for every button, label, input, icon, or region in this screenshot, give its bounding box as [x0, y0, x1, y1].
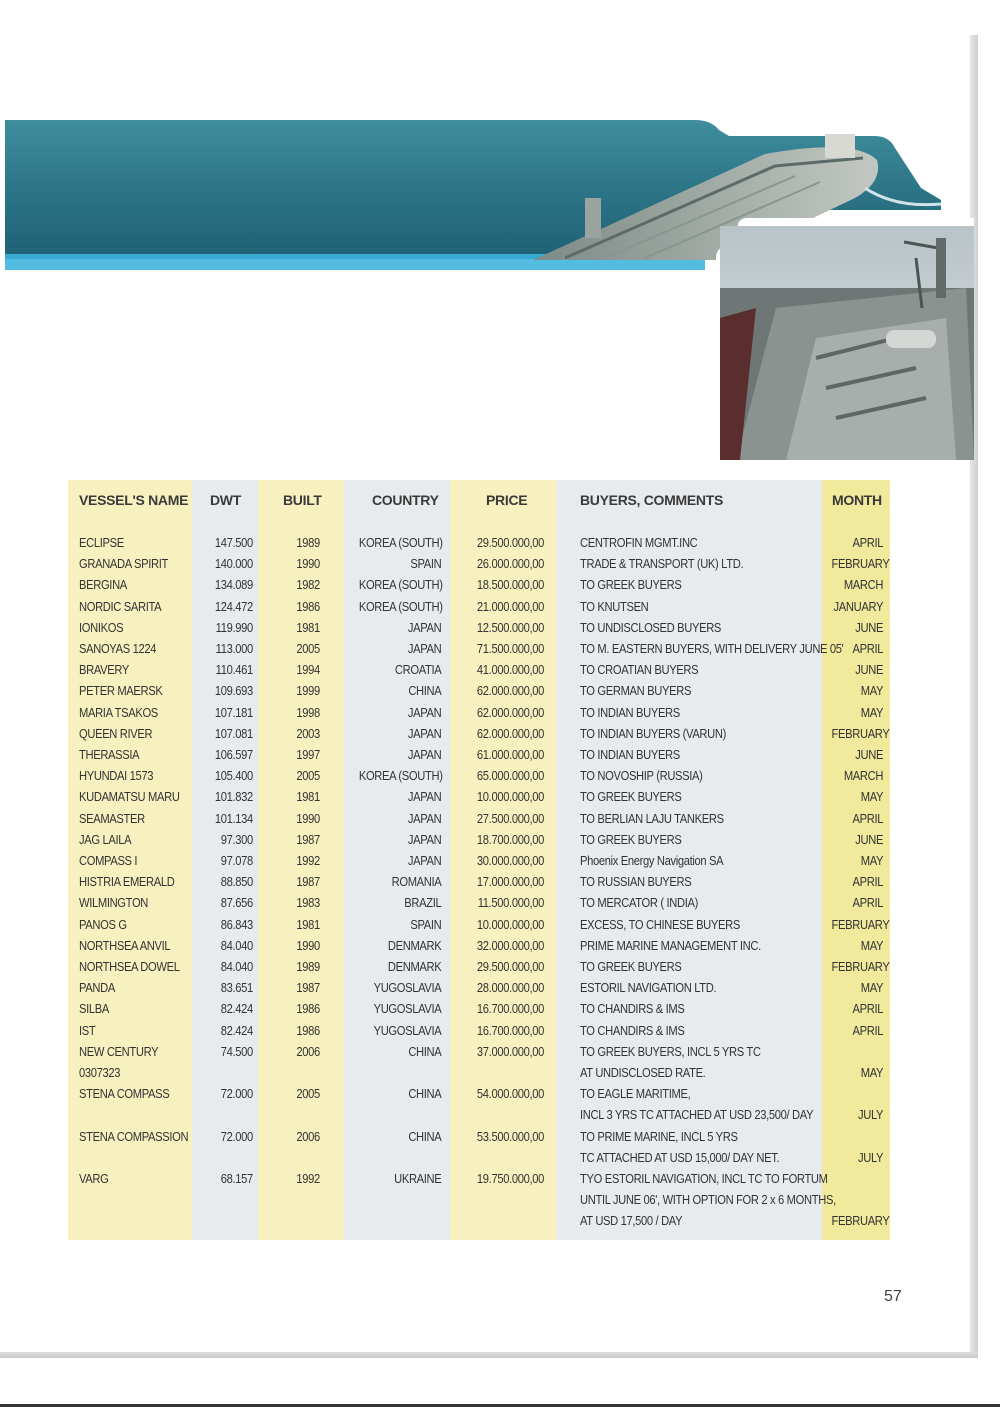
price-cell: 19.750.000,00 [476, 1171, 544, 1186]
comments-cell: TO CHANDIRS & IMS [580, 1022, 685, 1038]
price-cell: 11.500.000,00 [477, 895, 544, 911]
built-cell: 1990 [296, 937, 320, 953]
price-cell: 12.500.000,00 [476, 619, 544, 635]
comments-cell: TO GREEK BUYERS, INCL 5 YRS TC [580, 1043, 761, 1059]
vessel-name-cell: THERASSIA [79, 747, 140, 762]
comments-cell: Phoenix Energy Navigation SA [580, 853, 724, 868]
table-row [68, 808, 890, 829]
vessel-name-cell: NEW CENTURY [79, 1043, 159, 1059]
table-row [68, 1189, 890, 1210]
dwt-cell: 119.990 [215, 619, 253, 635]
vessel-name-cell: MARIA TSAKOS [79, 704, 158, 720]
vessel-name-cell: IONIKOS [79, 619, 124, 635]
built-cell: 1986 [296, 1022, 320, 1038]
country-cell: JAPAN [407, 831, 442, 847]
price-cell: 17.000.000,00 [476, 874, 544, 890]
table-row [68, 1147, 890, 1168]
country-cell: ROMANIA [391, 874, 442, 890]
month-cell: MAY [860, 937, 884, 953]
month-cell: MAY [860, 980, 884, 996]
month-cell: MARCH [843, 768, 884, 784]
built-cell: 1987 [296, 874, 320, 890]
header-month: MONTH [832, 492, 882, 508]
header-country: COUNTRY [372, 492, 439, 508]
price-cell: 71.500.000,00 [476, 641, 544, 656]
built-cell: 1989 [296, 959, 320, 974]
built-cell: 1986 [296, 598, 320, 614]
country-cell: JAPAN [407, 704, 442, 720]
country-cell: CROATIA [394, 662, 442, 678]
table-row [68, 871, 890, 892]
month-cell: FEBRUARY [831, 1213, 890, 1229]
vessel-name-cell: SILBA [79, 1001, 109, 1017]
country-cell: CHINA [408, 1086, 442, 1102]
comments-cell: AT USD 17,500 / DAY [580, 1213, 683, 1229]
built-cell: 2006 [296, 1043, 320, 1059]
vessel-name-cell: BERGINA [79, 577, 127, 593]
comments-cell: TO M. EASTERN BUYERS, WITH DELIVERY JUNE 05' [580, 641, 844, 656]
table-row [68, 829, 890, 850]
price-cell: 37.000.000,00 [476, 1043, 544, 1059]
table-row [68, 1041, 890, 1062]
comments-cell: TC ATTACHED AT USD 15,000/ DAY NET. [580, 1149, 780, 1165]
country-cell: KOREA (SOUTH) [358, 768, 443, 784]
vessel-name-cell: BRAVERY [79, 662, 130, 678]
built-cell: 1990 [296, 556, 320, 572]
table-row [68, 956, 890, 977]
dwt-cell: 72.000 [220, 1086, 253, 1102]
comments-cell: TO INDIAN BUYERS [580, 747, 680, 762]
price-cell: 41.000.000,00 [476, 662, 544, 678]
price-cell: 27.500.000,00 [476, 810, 544, 826]
table-row [68, 914, 890, 935]
built-cell: 1982 [296, 577, 320, 593]
dwt-cell: 107.081 [214, 725, 253, 741]
table-row [68, 935, 890, 956]
vessel-name-cell: KUDAMATSU MARU [79, 789, 180, 805]
comments-cell: TRADE & TRANSPORT (UK) LTD. [580, 556, 744, 572]
country-cell: CHINA [408, 1128, 442, 1144]
table-row [68, 1104, 890, 1125]
table-row [68, 638, 890, 659]
price-cell: 21.000.000,00 [476, 598, 544, 614]
dwt-cell: 74.500 [220, 1043, 253, 1059]
dwt-cell: 88.850 [220, 874, 253, 890]
table-row [68, 659, 890, 680]
table-row [68, 680, 890, 701]
month-cell: APRIL [852, 895, 884, 911]
header-vessel-name: VESSEL'S NAME [79, 492, 189, 508]
comments-cell: PRIME MARINE MANAGEMENT INC. [580, 937, 761, 953]
vessel-name-cell: STENA COMPASS [79, 1086, 170, 1102]
month-cell: JULY [857, 1107, 884, 1123]
built-cell: 2006 [296, 1128, 320, 1144]
comments-cell: TO CROATIAN BUYERS [580, 662, 699, 678]
comments-cell: INCL 3 YRS TC ATTACHED AT USD 23,500/ DAY [580, 1107, 814, 1123]
dwt-cell: 109.693 [214, 683, 253, 699]
built-cell: 1981 [296, 619, 320, 635]
vessel-name-cell: IST [79, 1022, 96, 1038]
price-cell: 18.700.000,00 [476, 831, 544, 847]
country-cell: JAPAN [407, 789, 442, 805]
month-cell: MAY [860, 704, 884, 720]
price-cell: 32.000.000,00 [476, 937, 544, 953]
table-row [68, 765, 890, 786]
dwt-cell: 134.089 [214, 577, 253, 593]
comments-cell: TYO ESTORIL NAVIGATION, INCL TC TO FORTUM [580, 1171, 828, 1186]
comments-cell: TO NOVOSHIP (RUSSIA) [580, 768, 703, 784]
built-cell: 1981 [296, 916, 320, 932]
country-cell: JAPAN [407, 641, 442, 656]
table-row [68, 977, 890, 998]
comments-cell: TO CHANDIRS & IMS [580, 1001, 685, 1017]
comments-cell: TO MERCATOR ( INDIA) [580, 895, 698, 911]
table-row [68, 1020, 890, 1041]
dwt-cell: 68.157 [220, 1171, 253, 1186]
month-cell: JUNE [855, 831, 884, 847]
built-cell: 1992 [296, 853, 320, 868]
dwt-cell: 105.400 [214, 768, 253, 784]
shipyard-photo [716, 218, 974, 460]
vessel-name-cell: NORTHSEA ANVIL [79, 937, 171, 953]
table-row [68, 723, 890, 744]
dwt-cell: 97.078 [220, 853, 253, 868]
bottom-rule [0, 1404, 1000, 1407]
comments-cell: CENTROFIN MGMT.INC [580, 535, 698, 550]
month-cell: FEBRUARY [831, 725, 890, 741]
built-cell: 1987 [296, 831, 320, 847]
dwt-cell: 72.000 [220, 1128, 253, 1144]
country-cell: JAPAN [407, 853, 442, 868]
price-cell: 61.000.000,00 [476, 747, 544, 762]
dwt-cell: 147.500 [214, 535, 253, 550]
built-cell: 1999 [296, 683, 320, 699]
table-row [68, 553, 890, 574]
country-cell: SPAIN [410, 556, 442, 572]
vessel-name-cell: SANOYAS 1224 [79, 641, 157, 656]
vessel-name-cell: WILMINGTON [79, 895, 149, 911]
dwt-cell: 83.651 [220, 980, 253, 996]
built-cell: 1998 [296, 704, 320, 720]
vessel-name-cell: VARG [79, 1171, 109, 1186]
table-row [68, 786, 890, 807]
table-row [68, 1083, 890, 1104]
dwt-cell: 97.300 [220, 831, 253, 847]
comments-cell: TO INDIAN BUYERS (VARUN) [580, 725, 727, 741]
month-cell: MARCH [843, 577, 884, 593]
table-row [68, 998, 890, 1019]
month-cell: APRIL [852, 1001, 884, 1017]
country-cell: JAPAN [407, 810, 442, 826]
price-cell: 26.000.000,00 [476, 556, 544, 572]
price-cell: 30.000.000,00 [476, 853, 544, 868]
dwt-cell: 86.843 [220, 916, 253, 932]
vessel-name-cell: HYUNDAI 1573 [79, 768, 154, 784]
comments-cell: TO GREEK BUYERS [580, 577, 682, 593]
comments-cell: TO PRIME MARINE, INCL 5 YRS [580, 1128, 738, 1144]
header-comments: BUYERS, COMMENTS [580, 492, 723, 508]
built-cell: 1983 [296, 895, 320, 911]
comments-cell: TO GREEK BUYERS [580, 959, 682, 974]
comments-cell: TO INDIAN BUYERS [580, 704, 680, 720]
country-cell: KOREA (SOUTH) [358, 535, 443, 550]
comments-cell: EXCESS, TO CHINESE BUYERS [580, 916, 740, 932]
country-cell: YUGOSLAVIA [373, 1001, 442, 1017]
table-row [68, 1126, 890, 1147]
dwt-cell: 107.181 [214, 704, 253, 720]
price-cell: 62.000.000,00 [476, 683, 544, 699]
dwt-cell: 110.461 [215, 662, 253, 678]
price-cell: 54.000.000,00 [476, 1086, 544, 1102]
table-row [68, 596, 890, 617]
price-cell: 65.000.000,00 [476, 768, 544, 784]
comments-cell: TO EAGLE MARITIME, [580, 1086, 691, 1102]
month-cell: MAY [860, 853, 884, 868]
price-cell: 16.700.000,00 [476, 1022, 544, 1038]
built-cell: 1997 [296, 747, 320, 762]
country-cell: DENMARK [387, 937, 442, 953]
dwt-cell: 140.000 [214, 556, 253, 572]
price-cell: 10.000.000,00 [476, 789, 544, 805]
dwt-cell: 82.424 [220, 1022, 253, 1038]
built-cell: 2005 [296, 768, 320, 784]
table-row [68, 850, 890, 871]
month-cell: MAY [860, 1065, 884, 1080]
page-number: 57 [884, 1288, 902, 1305]
comments-cell: TO UNDISCLOSED BUYERS [580, 619, 722, 635]
built-cell: 1994 [296, 662, 320, 678]
header-built: BUILT [283, 492, 322, 508]
country-cell: YUGOSLAVIA [373, 980, 442, 996]
vessel-name-cell: JAG LAILA [79, 831, 132, 847]
month-cell: APRIL [852, 535, 884, 550]
month-cell: JUNE [855, 619, 884, 635]
country-cell: DENMARK [387, 959, 442, 974]
built-cell: 1990 [296, 810, 320, 826]
country-cell: YUGOSLAVIA [373, 1022, 442, 1038]
table-row [68, 744, 890, 765]
vessel-name-cell: ECLIPSE [79, 535, 124, 550]
country-cell: JAPAN [407, 747, 442, 762]
dwt-cell: 87.656 [220, 895, 253, 911]
built-cell: 1987 [296, 980, 320, 996]
country-cell: SPAIN [410, 916, 442, 932]
table-row [68, 574, 890, 595]
month-cell: FEBRUARY [831, 556, 890, 572]
month-cell: MAY [860, 789, 884, 805]
table-row [68, 1062, 890, 1083]
month-cell: JULY [857, 1149, 884, 1165]
comments-cell: TO BERLIAN LAJU TANKERS [580, 810, 724, 826]
dwt-cell: 106.597 [214, 747, 253, 762]
month-cell: FEBRUARY [831, 959, 890, 974]
built-cell: 2003 [296, 725, 320, 741]
price-cell: 28.000.000,00 [476, 980, 544, 996]
vessel-name-cell: COMPASS I [79, 853, 138, 868]
country-cell: KOREA (SOUTH) [358, 577, 443, 593]
price-cell: 62.000.000,00 [476, 725, 544, 741]
month-cell: JANUARY [833, 598, 884, 614]
header-price: PRICE [486, 492, 528, 508]
month-cell: APRIL [852, 810, 884, 826]
price-cell: 10.000.000,00 [476, 916, 544, 932]
vessel-name-cell: PANOS G [79, 916, 127, 932]
built-cell: 1989 [296, 535, 320, 550]
vessel-name-cell: QUEEN RIVER [79, 725, 153, 741]
comments-cell: TO KNUTSEN [580, 598, 649, 614]
price-cell: 16.700.000,00 [476, 1001, 544, 1017]
comments-cell: TO GREEK BUYERS [580, 831, 682, 847]
month-cell: JUNE [855, 662, 884, 678]
page-bottom-shadow [0, 1352, 978, 1358]
country-cell: BRAZIL [404, 895, 442, 911]
vessel-name-cell: HISTRIA EMERALD [79, 874, 175, 890]
month-cell: APRIL [852, 874, 884, 890]
vessel-name-cell: SEAMASTER [79, 810, 145, 826]
comments-cell: UNTIL JUNE 06', WITH OPTION FOR 2 x 6 MONTHS, [580, 1192, 836, 1208]
table-row [68, 702, 890, 723]
month-cell: APRIL [852, 1022, 884, 1038]
built-cell: 1992 [296, 1171, 320, 1186]
country-cell: JAPAN [407, 619, 442, 635]
month-cell: JUNE [855, 747, 884, 762]
country-cell: CHINA [408, 683, 442, 699]
built-cell: 2005 [296, 1086, 320, 1102]
dwt-cell: 124.472 [214, 598, 253, 614]
price-cell: 53.500.000,00 [476, 1128, 544, 1144]
table-row [68, 532, 890, 553]
country-cell: JAPAN [407, 725, 442, 741]
vessel-sales-table [68, 480, 890, 1240]
dwt-cell: 84.040 [220, 937, 253, 953]
month-cell: APRIL [852, 641, 884, 656]
comments-cell: TO RUSSIAN BUYERS [580, 874, 692, 890]
table-row [68, 617, 890, 638]
vessel-name-cell: PETER MAERSK [79, 683, 163, 699]
table-row [68, 892, 890, 913]
vessel-name-cell: NORDIC SARITA [79, 598, 162, 614]
comments-cell: TO GERMAN BUYERS [580, 683, 692, 699]
month-cell: FEBRUARY [831, 916, 890, 932]
vessel-name-cell: PANDA [79, 980, 115, 996]
dwt-cell: 82.424 [220, 1001, 253, 1017]
dwt-cell: 101.832 [214, 789, 253, 805]
comments-cell: AT UNDISCLOSED RATE. [580, 1065, 706, 1080]
built-cell: 1986 [296, 1001, 320, 1017]
price-cell: 29.500.000,00 [476, 535, 544, 550]
comments-cell: TO GREEK BUYERS [580, 789, 682, 805]
dwt-cell: 101.134 [214, 810, 253, 826]
built-cell: 1981 [296, 789, 320, 805]
comments-cell: ESTORIL NAVIGATION LTD. [580, 980, 717, 996]
table-row [68, 1168, 890, 1189]
built-cell: 2005 [296, 641, 320, 656]
country-cell: UKRAINE [394, 1171, 442, 1186]
dwt-cell: 113.000 [215, 641, 253, 656]
table-row [68, 1210, 890, 1231]
price-cell: 18.500.000,00 [476, 577, 544, 593]
price-cell: 29.500.000,00 [476, 959, 544, 974]
vessel-name-cell: GRANADA SPIRIT [79, 556, 168, 572]
vessel-name-cell: STENA COMPASSION [79, 1128, 189, 1144]
dwt-cell: 84.040 [220, 959, 253, 974]
header-dwt: DWT [210, 492, 241, 508]
country-cell: CHINA [408, 1043, 442, 1059]
country-cell: KOREA (SOUTH) [358, 598, 443, 614]
month-cell: MAY [860, 683, 884, 699]
vessel-name-cell: NORTHSEA DOWEL [79, 959, 180, 974]
price-cell: 62.000.000,00 [476, 704, 544, 720]
vessel-name-cell: 0307323 [79, 1065, 121, 1080]
